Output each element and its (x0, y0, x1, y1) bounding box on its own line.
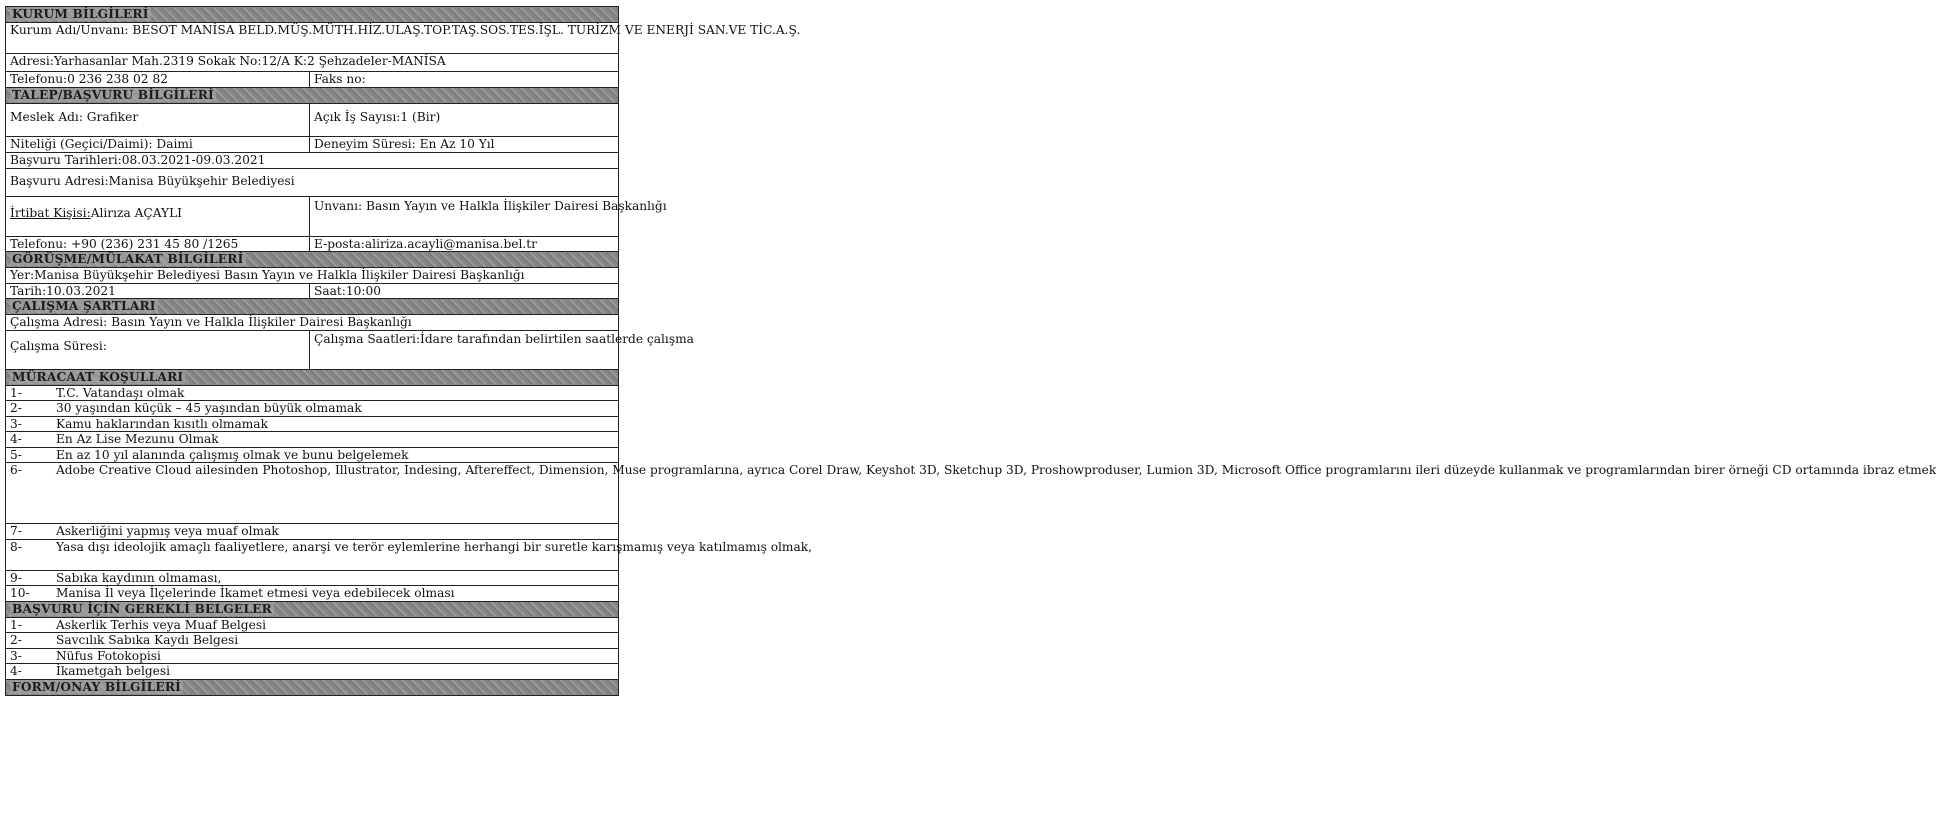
acik-is-sayisi: Açık İş Sayısı:1 (Bir) (310, 103, 619, 136)
irtibat-label: İrtibat Kişisi: (10, 205, 91, 220)
basvuru-tarihleri: Başvuru Tarihleri:08.03.2021-09.03.2021 (6, 152, 619, 168)
kosul-item: 1- T.C. Vatandaşı olmak (6, 385, 619, 401)
basvuru-adresi: Başvuru Adresi:Manisa Büyükşehir Belediyesi (6, 168, 619, 196)
calisma-adresi: Çalışma Adresi: Basın Yayın ve Halkla İlişkiler Dairesi Başkanlığı (6, 315, 619, 331)
niteligi: Niteliği (Geçici/Daimi): Daimi (6, 136, 310, 152)
irtibat-name: Alirıza AÇAYLI (90, 205, 182, 220)
calisma-suresi: Çalışma Süresi: (6, 330, 310, 369)
belge-item: 1- Askerlik Terhis veya Muaf Belgesi (6, 617, 619, 633)
meslek-adi: Meslek Adı: Grafiker (6, 103, 310, 136)
irtibat-unvan: Unvanı: Basın Yayın ve Halkla İlişkiler Dairesi Başkanlığı (310, 196, 619, 236)
section-header-kurum: KURUM BİLGİLERİ (6, 7, 619, 23)
kosul-item: 10- Manisa İl veya İlçelerinde İkamet etmesi veya edebilecek olması (6, 586, 619, 602)
belge-item: 3- Nüfus Fotokopisi (6, 648, 619, 664)
kurum-faks: Faks no: (310, 72, 619, 88)
belge-item: 2- Savcılık Sabıka Kaydı Belgesi (6, 633, 619, 649)
gorusme-saat: Saat:10:00 (310, 283, 619, 299)
kosul-item: 4- En Az Lise Mezunu Olmak (6, 432, 619, 448)
job-posting-form (5, 6, 1936, 696)
belge-item: 4- İkametgah belgesi (6, 664, 619, 680)
kosul-item: 7- Askerliğini yapmış veya muaf olmak (6, 524, 619, 540)
section-header-talep: TALEP/BAŞVURU BİLGİLERİ (6, 87, 619, 103)
calisma-saatleri: Çalışma Saatleri:İdare tarafından belirtilen saatlerde çalışma (310, 330, 619, 369)
kurum-adi: Kurum Adı/Unvanı: BESOT MANİSA BELD.MÜŞ.MÜTH.HİZ.ULAŞ.TOP.TAŞ.SOS.TES.İŞL. TURİZM VE ENERJİ SAN.VE TİC.A.Ş. (6, 23, 619, 54)
section-header-gorusme: GÖRÜŞME/MÜLAKAT BİLGİLERİ (6, 252, 619, 268)
kosul-item: 6- Adobe Creative Cloud ailesinden Photoshop, Illustrator, Indesing, Aftereffect, Dimension, Muse programlarına, ayrıca Corel Draw, Keyshot 3D, Sketchup 3D, Proshowproduser, Lumion 3D, Microsoft Office programlarını ileri düzeyde kullanmak ve programlarından birer örneği CD ortamında ibraz etmek (6, 463, 619, 524)
kurum-telefon: Telefonu:0 236 238 02 82 (6, 72, 310, 88)
gorusme-tarih: Tarih:10.03.2021 (6, 283, 310, 299)
deneyim-suresi: Deneyim Süresi: En Az 10 Yıl (310, 136, 619, 152)
section-header-calisma: ÇALIŞMA ŞARTLARI (6, 299, 619, 315)
kosul-item: 8- Yasa dışı ideolojik amaçlı faaliyetlere, anarşi ve terör eylemlerine herhangi bir suretle karışmamış veya katılmamış olmak, (6, 539, 619, 570)
kosul-item: 5- En az 10 yıl alanında çalışmış olmak ve bunu belgelemek (6, 447, 619, 463)
kosul-item: 9- Sabıka kaydının olmaması, (6, 570, 619, 586)
irtibat-telefon: Telefonu: +90 (236) 231 45 80 /1265 (6, 236, 310, 252)
section-header-form-onay: FORM/ONAY BİLGİLERİ (6, 679, 619, 695)
kurum-adres: Adresi:Yarhasanlar Mah.2319 Sokak No:12/A K:2 Şehzadeler-MANİSA (6, 54, 619, 72)
kosul-item: 2- 30 yaşından küçük – 45 yaşından büyük olmamak (6, 401, 619, 417)
irtibat-kisisi (6, 196, 310, 236)
section-header-muracaat: MÜRACAAT KOŞULLARI (6, 369, 619, 385)
irtibat-eposta: E-posta:aliriza.acayli@manisa.bel.tr (310, 236, 619, 252)
kosul-item: 3- Kamu haklarından kısıtlı olmamak (6, 416, 619, 432)
document-page (5, 6, 1936, 696)
gorusme-yer: Yer:Manisa Büyükşehir Belediyesi Basın Yayın ve Halkla İlişkiler Dairesi Başkanlığı (6, 268, 619, 284)
section-header-belgeler: BAŞVURU İÇİN GEREKLİ BELGELER (6, 601, 619, 617)
